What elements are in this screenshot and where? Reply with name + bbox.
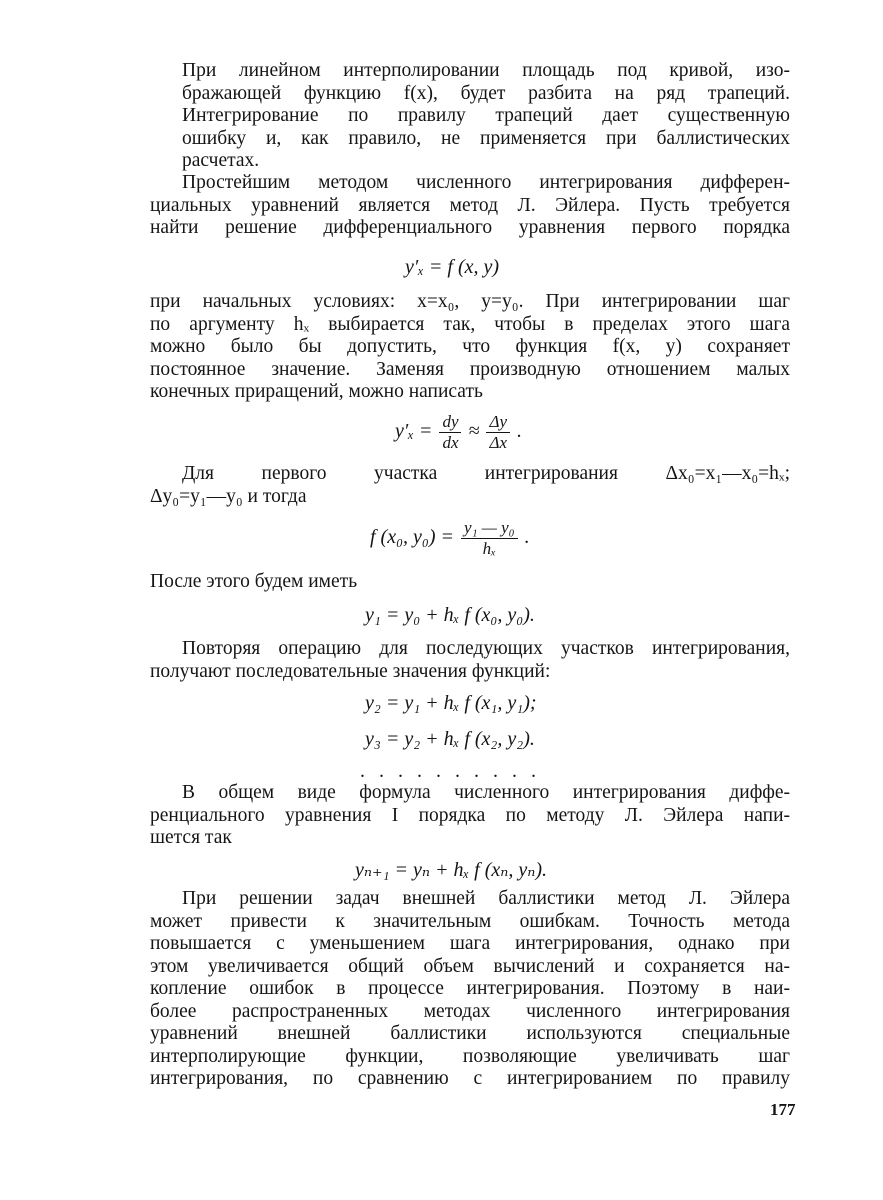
text-line: ошибку и, как правило, не применяется при баллистических bbox=[182, 127, 790, 149]
text-line: В общем виде формула численного интегрирования диффе- bbox=[182, 782, 790, 803]
text-line: Интегрирование по правилу трапеций дает существенную bbox=[182, 105, 790, 126]
formula-y3: y₃ = y₂ + hₓ f (x₂, y₂). bbox=[365, 728, 535, 750]
text-line: при начальных условиях: x=x₀, y=y₀. При интегрировании шаг bbox=[150, 291, 790, 312]
text-line: интерполирующие функции, позволяющие увеличивать шаг bbox=[150, 1045, 790, 1067]
text-line: После этого будем иметь bbox=[150, 571, 358, 592]
paragraph-after bbox=[150, 571, 790, 594]
text-line: можно было бы допустить, что функция f(x, y) сохраняет bbox=[150, 336, 790, 357]
text-line: шется так bbox=[150, 827, 232, 848]
formula-f-lhs: f (x₀, y₀) = bbox=[370, 526, 455, 549]
text-line: ренциального уравнения I порядка по методу Л. Эйлера напи- bbox=[150, 804, 790, 826]
paragraph-general bbox=[150, 782, 790, 850]
text-line: циальных уравнений является метод Л. Эйлера. Пусть требуется bbox=[150, 194, 790, 216]
fraction-denominator: hₓ bbox=[482, 539, 496, 558]
fraction-denominator: Δx bbox=[489, 433, 507, 452]
text-line: Простейшим методом численного интегрирования дифферен- bbox=[182, 172, 790, 193]
fraction-y1-y0 bbox=[461, 518, 518, 559]
text-line: конечных приращений, можно написать bbox=[150, 381, 483, 402]
paragraph-errors bbox=[150, 888, 790, 1091]
formula-period: . bbox=[524, 526, 530, 549]
formula-derivative-lhs: y′ₓ = bbox=[395, 420, 433, 443]
text-line: повышается с уменьшением шага интегрирования, однако при bbox=[150, 933, 790, 954]
text-line: расчетах. bbox=[182, 150, 260, 171]
text-line: постоянное значение. Заменяя производную отношением малых bbox=[150, 358, 790, 380]
formula-f bbox=[370, 518, 530, 559]
text-line: уравнений внешней баллистики используются специальные bbox=[150, 1023, 790, 1044]
paragraph-repeat bbox=[150, 638, 790, 683]
paragraph-trapezoid bbox=[150, 60, 790, 173]
text-line: по аргументу hₓ выбирается так, чтобы в пределах этого шага bbox=[150, 313, 790, 335]
formula-derivative bbox=[395, 412, 522, 453]
text-line: может привести к значительным ошибкам. Точность метода bbox=[150, 910, 790, 932]
paragraph-euler-intro bbox=[150, 172, 790, 240]
fraction-dy-dx bbox=[439, 412, 461, 453]
formula-y1: y₁ = y₀ + hₓ f (x₀, y₀). bbox=[365, 604, 535, 626]
fraction-numerator: Δy bbox=[486, 412, 510, 433]
approx-sign: ≈ bbox=[468, 420, 480, 443]
text-line: интегрирования, по сравнению с интегрированием по правилу bbox=[150, 1068, 790, 1089]
ellipsis-dots: .......... bbox=[360, 760, 550, 782]
text-line: При решении задач внешней баллистики метод Л. Эйлера bbox=[182, 888, 790, 909]
text-line: Для первого участка интегрирования Δx₀=x₁—x₀=hₓ; bbox=[182, 463, 790, 484]
page-number: 177 bbox=[770, 1100, 796, 1119]
text-line: Δy₀=y₁—y₀ и тогда bbox=[150, 485, 307, 507]
text-line: бражающей функцию f(x), будет разбита на ряд трапеций. bbox=[182, 82, 790, 104]
text-line: При линейном интерполировании площадь под кривой, изо- bbox=[182, 60, 790, 81]
text-line: более распространенных методах численного интегрирования bbox=[150, 1000, 790, 1022]
paragraph-first-step bbox=[150, 463, 790, 508]
text-line: найти решение дифференциального уравнения первого порядка bbox=[150, 217, 790, 238]
fraction-denominator: dx bbox=[442, 433, 459, 452]
paragraph-initial-conditions bbox=[150, 291, 790, 404]
text-line: этом увеличивается общий объем вычислений и сохраняется на- bbox=[150, 955, 790, 977]
formula-period: . bbox=[517, 420, 522, 443]
text-line: копление ошибок в процессе интегрирования. Поэтому в наи- bbox=[150, 978, 790, 999]
fraction-numerator: dy bbox=[439, 412, 461, 433]
formula-ode: y′ₓ = f (x, y) bbox=[405, 256, 500, 278]
fraction-delta bbox=[486, 412, 510, 453]
formula-y2: y₂ = y₁ + hₓ f (x₁, y₁); bbox=[365, 692, 537, 714]
text-line: получают последовательные значения функций: bbox=[150, 660, 551, 682]
formula-general: yₙ₊₁ = yₙ + hₓ f (xₙ, yₙ). bbox=[355, 859, 547, 881]
text-line: Повторяя операцию для последующих участков интегрирования, bbox=[182, 638, 790, 659]
fraction-numerator: y₁ — y₀ bbox=[461, 518, 518, 539]
